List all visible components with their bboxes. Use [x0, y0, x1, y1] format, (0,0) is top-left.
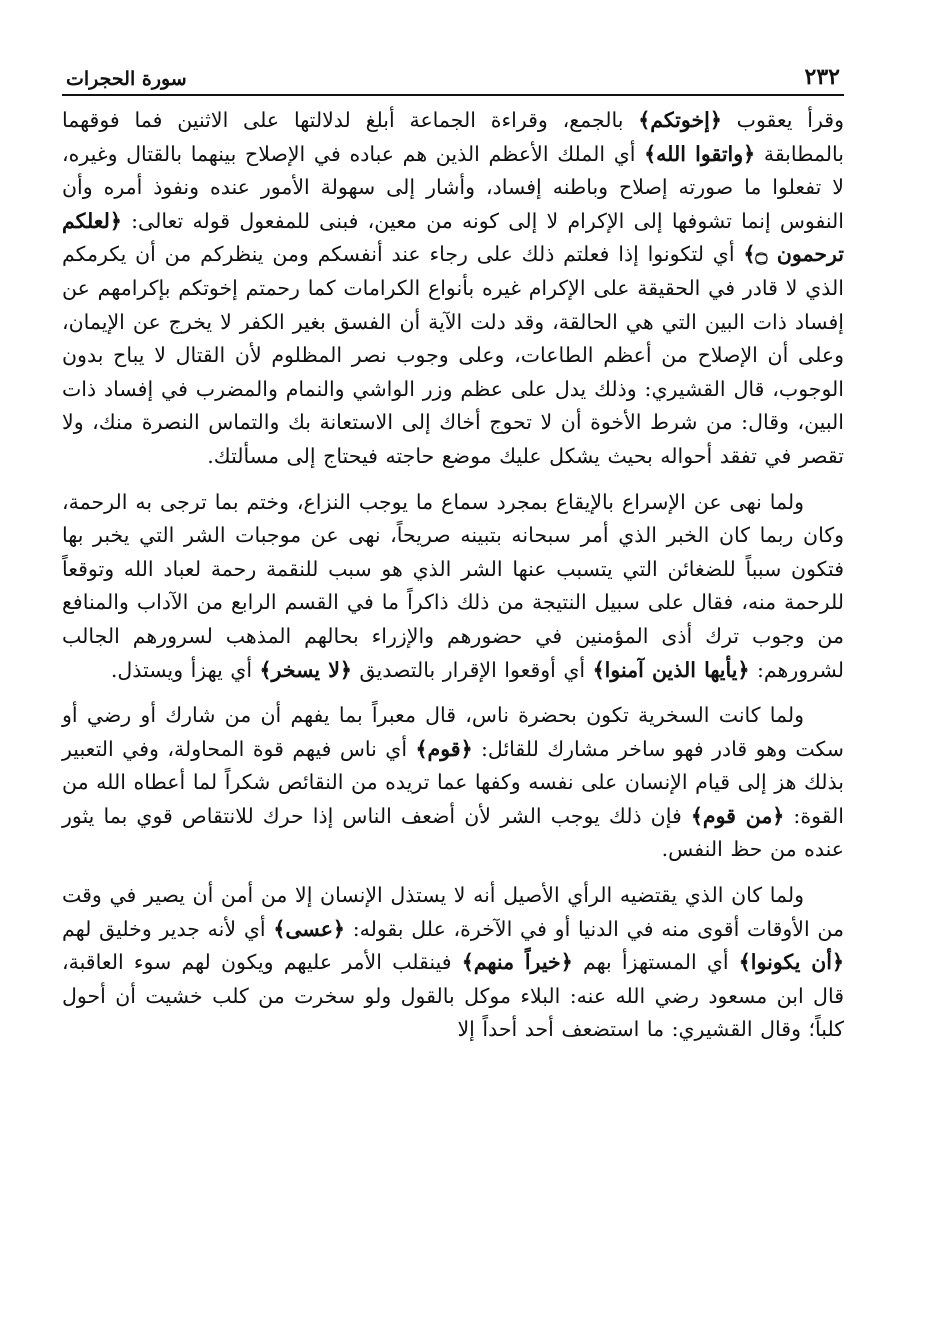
paragraph-3 — [62, 699, 844, 867]
paragraph-2 — [62, 486, 844, 688]
text-run: أي لأنه جدير وخليق لهم — [62, 916, 274, 941]
quranic-quote: ﴿يأيها الذين آمنوا﴾ — [592, 657, 750, 682]
text-run: بالجمع، وقراءة الجماعة أبلغ لدلالتها على الاثنين فما فوقهما بالمطابقة — [62, 108, 845, 166]
quranic-quote: ﴿من قوم﴾ — [690, 803, 785, 828]
paragraph-4 — [62, 879, 844, 1047]
book-page — [62, 50, 844, 1047]
text-run: وقرأ يعقوب — [721, 108, 844, 132]
quranic-quote: ﴿لا يسخر﴾ — [259, 657, 352, 682]
text-run: فإن ذلك يوجب الشر لأن أضعف الناس إذا حرك للانتقاص قوي بما يثور عنده من حظ النفس. — [62, 803, 844, 862]
text-run: أي أوقعوا الإقرار بالتصديق — [351, 657, 593, 682]
paragraph-1 — [62, 104, 844, 474]
quranic-quote: ﴿لعلكم ترحمون ۝﴾ — [62, 208, 845, 267]
page-number: ٢٣٢ — [804, 64, 840, 90]
text-run: فينقلب الأمر عليهم ويكون لهم سوء العاقبة، قال ابن مسعود رضي الله عنه: البلاء موكل بالقول ولو سخرت من كلب خشيت أن أحول كلباً؛ وقال القشيري: ما استضعف أحد أحداً إلا — [62, 950, 844, 1042]
surah-title: سورة الحجرات — [66, 68, 187, 90]
text-run: أي المستهزأ بهم — [572, 950, 739, 975]
quranic-quote: ﴿قوم﴾ — [415, 736, 473, 761]
quranic-quote: ﴿واتقوا الله﴾ — [644, 141, 756, 166]
quranic-quote: ﴿إخوتكم﴾ — [638, 108, 722, 132]
text-run: أي لتكونوا إذا فعلتم ذلك على رجاء عند أنفسكم ومن ينظركم من أن يكرمكم الذي لا قادر في الحقيقة على الإكرام غيره بأنواع الكرامات كما رحمتم إخوتكم بإكرامهم عن إفساد ذات البين التي هي الحالقة، وقد دلت الآية أن الفسق بغير الكفر لا يخرج عن الإيمان، وعلى أن الإصلاح من أعظم الطاعات، وعلى وجوب نصر المظلوم لأن القتال لا يباح بدون الوجوب، قال القشيري: وذلك يدل على عظم وزر الواشي والنمام والمضرب في إفساد ذات البين، وقال: من شرط الأخوة أن لا تحوج أخاك إلى الاستعانة بك والتماس النصرة منك، ولا تقصر في تفقد أحواله بحيث يشكل عليك موضع حاجته فيحتاج إلى مسألتك. — [62, 242, 844, 468]
text-run: ولما كان الذي يقتضيه الرأي الأصيل أنه لا يستذل الإنسان إلا من أمن أن يصير في وقت من الأوقات أقوى منه في الدنيا أو في الآخرة، علل بقوله: — [62, 883, 844, 941]
text-run: أي يهزأ ويستذل. — [110, 657, 260, 682]
quranic-quote: ﴿عسى﴾ — [273, 916, 345, 941]
text-run: ولما نهى عن الإسراع بالإيقاع بمجرد سماع ما يوجب النزاع، وختم بما ترجى به الرحمة، وكان ربما كان الخبر الذي أمر سبحانه بتبينه صريحاً، نهى عن موجبات الشر التي يخبر بها فتكون سبباً للضغائن التي يتسبب عنها الشر الذي هو سبب للنقمة رحمة لعباد الله وتوقعاً للرحمة منه، فقال على سبيل النتيجة من ذلك ذاكراً ما في القسم الرابع من الآداب والمنافع من وجوب ترك أذى المؤمنين في حضورهم والإزراء بحالهم المذهب لسرورهم الجالب لشرورهم: — [62, 489, 844, 682]
quranic-quote: ﴿خيراً منهم﴾ — [461, 950, 573, 975]
text-run: أي الملك الأعظم الذين هم عباده في الإصلاح بينهما بالقتال وغيره، لا تفعلوا ما صورته إصلاح وباطنه إفساد، وأشار إلى سهولة الأمور عنده ونفوذ أمره وأن النفوس إنما تشوفها إلى الإكرام لا إلى كونه من معين، فبنى للمفعول قوله تعالى: — [62, 141, 844, 233]
text-run: ولما كانت السخرية تكون بحضرة ناس، قال معبراً بما يفهم أن من شارك أو رضي أو سكت وهو قادر فهو ساخر مشارك للقائل: — [62, 703, 844, 761]
quranic-quote: ﴿أن يكونوا﴾ — [738, 950, 844, 975]
running-header — [62, 50, 844, 96]
body-text — [62, 104, 844, 1047]
text-run: أي ناس فيهم قوة المحاولة، وفي التعبير بذلك هز إلى قيام الإنسان على نفسه وكفها عما تريده من النقائص شكراً لما أعطاه الله من القوة: — [62, 736, 844, 828]
